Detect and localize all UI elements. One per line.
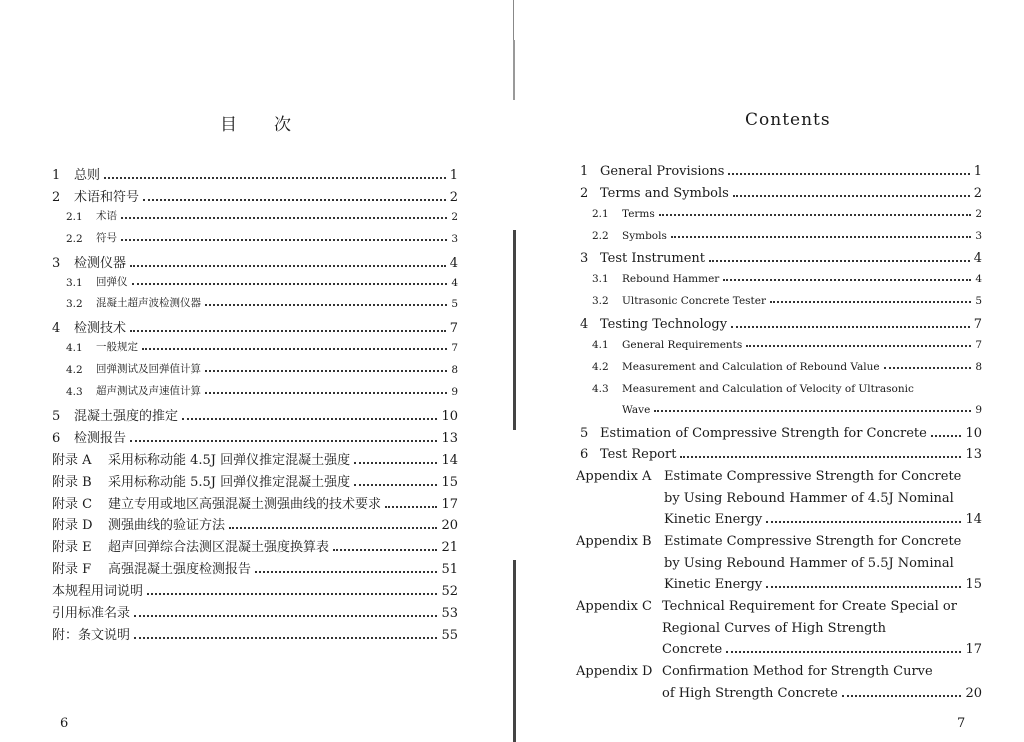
toc-entry-number: 4 xyxy=(52,321,61,337)
leader-dots xyxy=(134,615,437,617)
toc-entry-page: 2 xyxy=(975,208,982,220)
page-number-left: 6 xyxy=(60,716,69,731)
toc-entry-page: 17 xyxy=(441,496,458,512)
toc-entry-number: 5 xyxy=(580,426,589,441)
appendix-title-text: Estimate Compressive Strength for Concrete xyxy=(664,534,962,549)
leader-dots xyxy=(766,586,961,588)
toc-entry-label: Terms and Symbols xyxy=(600,186,729,201)
toc-entry-page: 20 xyxy=(441,518,458,534)
appendix-page: 14 xyxy=(965,512,982,527)
toc-entry-page: 8 xyxy=(451,364,458,377)
appendix-title-text: Concrete xyxy=(662,642,723,657)
toc-entry xyxy=(592,230,982,242)
toc-entry-number: 4.2 xyxy=(592,361,609,373)
toc-entry-label: 测强曲线的验证方法 xyxy=(108,518,226,534)
toc-entry-label: 采用标称动能 4.5J 回弹仪推定混凝土强度 xyxy=(108,452,351,468)
toc-entry-label: 附：条文说明 xyxy=(52,627,131,643)
toc-entry xyxy=(52,471,458,490)
leader-dots xyxy=(205,304,447,306)
toc-entry xyxy=(66,361,458,376)
toc-entry-label: General Provisions xyxy=(600,164,725,179)
leader-dots xyxy=(143,199,446,201)
toc-entry-label: Estimation of Compressive Strength for Concrete xyxy=(600,426,927,441)
appendix-label: Appendix D xyxy=(576,664,653,679)
toc-entry-page: 7 xyxy=(449,321,458,337)
toc-entry xyxy=(592,295,982,307)
toc-entry xyxy=(52,580,458,599)
toc-entry xyxy=(580,186,982,201)
toc-entry-number: 4.1 xyxy=(592,339,609,351)
leader-dots xyxy=(147,593,437,595)
toc-entry-number: 1 xyxy=(580,164,589,179)
toc-entry-label: Measurement and Calculation of Velocity of Ultrasonic xyxy=(622,383,914,395)
toc-entry-label: General Requirements xyxy=(622,339,743,351)
leader-dots xyxy=(205,392,447,394)
toc-entry-number: 附录 E xyxy=(52,540,92,556)
toc-entry-number: 3.1 xyxy=(66,276,83,289)
toc-entry-page: 1 xyxy=(973,164,982,179)
toc-entry-page: 3 xyxy=(451,232,458,245)
toc-entry-page: 5 xyxy=(451,298,458,311)
toc-entry xyxy=(592,361,982,373)
toc-entry-label: 回弹仪 xyxy=(96,275,128,288)
toc-entry-label: Test Instrument xyxy=(600,251,705,266)
appendix-title-line xyxy=(664,491,954,506)
toc-entry-number: 4.3 xyxy=(66,386,83,398)
toc-entry-label: Ultrasonic Concrete Tester xyxy=(622,295,767,307)
toc-entry-page: 1 xyxy=(449,168,458,183)
appendix-title-line xyxy=(662,664,933,679)
toc-entry-label: 本规程用词说明 xyxy=(52,584,144,600)
toc-entry-label: 符号 xyxy=(96,231,117,244)
toc-entry-label: 检测仪器 xyxy=(74,255,127,271)
toc-entry-label: 高强混凝土强度检测报告 xyxy=(108,562,252,578)
toc-entry-page: 10 xyxy=(965,426,982,441)
toc-entry-page: 5 xyxy=(975,295,982,307)
toc-entry-label: Terms xyxy=(622,208,655,220)
leader-dots xyxy=(746,345,971,347)
leader-dots xyxy=(134,637,437,639)
toc-entry-label: 引用标准名录 xyxy=(52,606,131,621)
toc-entry-number: 3.1 xyxy=(592,273,609,285)
toc-entry-page: 4 xyxy=(973,251,982,266)
toc-entry xyxy=(52,602,458,621)
appendix-title-line xyxy=(662,599,957,614)
toc-entry-page: 8 xyxy=(975,361,982,373)
leader-dots xyxy=(130,440,437,442)
toc-entry-label: Rebound Hammer xyxy=(622,273,720,285)
leader-dots xyxy=(659,214,972,216)
toc-entry xyxy=(66,295,458,310)
leader-dots xyxy=(255,571,437,573)
leader-dots xyxy=(121,217,447,219)
toc-entry-page: 2 xyxy=(451,210,458,223)
toc-entry-number: 1 xyxy=(52,168,61,183)
toc-entry xyxy=(52,449,458,468)
toc-entry-page: 9 xyxy=(975,404,982,416)
contents-title-chinese: 目 次 xyxy=(220,115,292,135)
leader-dots xyxy=(770,301,971,303)
leader-dots xyxy=(709,260,970,262)
toc-entry-number: 附录 F xyxy=(52,562,92,578)
appendix-title-line xyxy=(662,621,886,636)
toc-entry xyxy=(52,186,458,205)
toc-entry xyxy=(580,426,982,441)
leader-dots xyxy=(731,326,970,328)
toc-entry-page: 55 xyxy=(441,627,458,643)
leader-dots xyxy=(654,410,971,412)
leader-dots xyxy=(726,651,961,653)
toc-entry xyxy=(52,427,458,446)
appendix-title-line xyxy=(664,556,954,571)
toc-entry-page: 4 xyxy=(975,273,982,285)
leader-dots xyxy=(121,239,447,241)
leader-dots xyxy=(182,418,437,420)
toc-entry-label: 检测报告 xyxy=(74,430,127,446)
appendix-label: Appendix B xyxy=(576,534,652,549)
toc-entry-number: 附录 A xyxy=(52,452,92,468)
contents-title-english: Contents xyxy=(745,110,831,130)
leader-dots xyxy=(723,279,971,281)
toc-entry-number: 2.2 xyxy=(592,230,609,242)
toc-entry-number: 4.2 xyxy=(66,364,83,377)
toc-entry xyxy=(592,339,982,351)
appendix-title-text: Regional Curves of High Strength xyxy=(662,620,886,636)
toc-entry-label: 采用标称动能 5.5J 回弹仪推定混凝土强度 xyxy=(108,474,351,490)
appendix-title-text: Estimate Compressive Strength for Concrete xyxy=(664,469,962,484)
toc-entry-page: 13 xyxy=(441,430,458,446)
toc-entry xyxy=(580,447,982,462)
toc-entry-number: 3.2 xyxy=(592,295,609,307)
leader-dots xyxy=(842,695,962,697)
appendix-title-text: by Using Rebound Hammer of 5.5J Nominal xyxy=(664,555,954,571)
toc-entry-page: 21 xyxy=(441,540,458,556)
toc-entry xyxy=(66,383,458,398)
toc-entry-continuation xyxy=(622,404,982,416)
toc-entry-label: 总则 xyxy=(74,168,101,183)
toc-entry-page: 13 xyxy=(965,447,982,462)
leader-dots xyxy=(385,506,437,508)
appendix-page: 17 xyxy=(965,642,982,657)
toc-entry-page: 10 xyxy=(441,408,458,424)
toc-entry-page: 51 xyxy=(441,562,458,578)
toc-entry-page: 2 xyxy=(973,186,982,201)
toc-entry xyxy=(52,624,458,643)
toc-entry-number: 附录 B xyxy=(52,474,92,490)
toc-entry xyxy=(52,405,458,424)
toc-entry-label: 检测技术 xyxy=(74,321,127,337)
appendix-page: 20 xyxy=(965,685,982,701)
toc-entry xyxy=(592,273,982,285)
toc-entry-label: 术语 xyxy=(96,209,117,222)
toc-entry-label: 建立专用或地区高强混凝土测强曲线的技术要求 xyxy=(108,496,382,512)
toc-entry xyxy=(52,514,458,533)
toc-entry-label: Test Report xyxy=(600,447,677,462)
toc-entry-page: 2 xyxy=(449,189,458,205)
toc-entry-page: 7 xyxy=(451,342,458,355)
toc-entry-page: 4 xyxy=(449,255,458,271)
page-number-right: 7 xyxy=(957,716,966,731)
toc-entry-number: 2 xyxy=(580,186,589,201)
appendix-title-line xyxy=(662,686,982,701)
toc-entry xyxy=(66,339,458,354)
leader-dots xyxy=(931,435,962,437)
appendix-title-line xyxy=(664,534,961,549)
leader-dots xyxy=(733,195,970,197)
appendix-label: Appendix C xyxy=(576,599,652,614)
leader-dots xyxy=(884,367,972,369)
toc-entry xyxy=(580,164,982,179)
leader-dots xyxy=(104,177,446,179)
toc-entry xyxy=(66,274,458,289)
toc-entry xyxy=(66,230,458,245)
toc-entry-number: 5 xyxy=(52,408,61,424)
toc-entry xyxy=(592,208,982,220)
toc-entry-page: 52 xyxy=(441,584,458,600)
toc-entry-label: 一般规定 xyxy=(96,341,138,354)
toc-entry-number: 3 xyxy=(580,251,589,266)
toc-entry-page: 9 xyxy=(451,386,458,398)
leader-dots xyxy=(132,283,448,285)
appendix-title-text: Kinetic Energy xyxy=(664,577,763,592)
toc-entry-page: 4 xyxy=(451,276,458,289)
toc-entry-label: Measurement and Calculation of Rebound Value xyxy=(622,361,880,373)
leader-dots xyxy=(205,370,447,372)
appendix-title-line xyxy=(664,577,982,592)
toc-entry-label: 超声回弹综合法测区混凝土强度换算表 xyxy=(108,540,330,556)
toc-entry-page: 7 xyxy=(975,339,982,351)
toc-entry xyxy=(52,252,458,271)
toc-entry xyxy=(52,536,458,555)
toc-entry-label: Testing Technology xyxy=(600,317,728,332)
toc-entry-number: 附录 C xyxy=(52,496,93,512)
toc-entry-number: 3 xyxy=(52,255,61,271)
toc-entry-number: 附录 D xyxy=(52,518,93,534)
toc-entry xyxy=(52,317,458,336)
appendix-title-line xyxy=(662,642,982,657)
toc-entry-number: 2.1 xyxy=(66,210,83,223)
appendix-title-text: Technical Requirement for Create Special or xyxy=(662,599,957,614)
appendix-title-line xyxy=(664,512,982,527)
toc-entry-page: 3 xyxy=(975,230,982,242)
toc-entry-number: 2.1 xyxy=(592,208,609,220)
leader-dots xyxy=(229,527,437,529)
toc-entry xyxy=(52,493,458,512)
toc-entry xyxy=(592,383,914,395)
leader-dots xyxy=(354,462,437,464)
right-page xyxy=(512,0,1024,742)
appendix-label: Appendix A xyxy=(576,469,652,484)
leader-dots xyxy=(671,236,971,238)
toc-entry-label: 回弹测试及回弹值计算 xyxy=(96,363,201,376)
leader-dots xyxy=(680,456,961,458)
toc-entry xyxy=(52,164,458,183)
toc-entry-number: 6 xyxy=(580,447,589,462)
toc-entry-label-continued: Wave xyxy=(622,404,651,416)
appendix-title-text: by Using Rebound Hammer of 4.5J Nominal xyxy=(664,490,954,506)
appendix-title-text: of High Strength Concrete xyxy=(662,685,838,701)
toc-entry-number: 4 xyxy=(580,317,589,332)
appendix-page: 15 xyxy=(965,577,982,592)
toc-entry-number: 4.3 xyxy=(592,383,609,395)
leader-dots xyxy=(142,348,447,350)
leader-dots xyxy=(728,173,969,175)
toc-entry-page: 15 xyxy=(441,474,458,490)
toc-entry-page: 7 xyxy=(973,317,982,332)
toc-entry-label: 超声测试及声速值计算 xyxy=(96,385,201,397)
appendix-title-line xyxy=(664,469,961,484)
toc-entry-label: 混凝土强度的推定 xyxy=(74,408,179,424)
toc-entry-page: 14 xyxy=(441,452,458,468)
toc-entry-number: 3.2 xyxy=(66,298,83,311)
toc-entry-label: 术语和符号 xyxy=(74,189,140,205)
toc-entry xyxy=(52,558,458,577)
toc-entry-page: 53 xyxy=(441,606,458,621)
toc-entry-label: 混凝土超声波检测仪器 xyxy=(96,297,201,310)
toc-entry-number: 6 xyxy=(52,430,61,446)
toc-entry xyxy=(580,251,982,266)
toc-entry-number: 2 xyxy=(52,189,61,205)
appendix-title-text: Confirmation Method for Strength Curve xyxy=(662,664,933,679)
leader-dots xyxy=(130,265,446,267)
toc-entry xyxy=(580,317,982,332)
toc-entry-number: 2.2 xyxy=(66,232,83,245)
appendix-title-text: Kinetic Energy xyxy=(664,512,763,527)
leader-dots xyxy=(333,549,437,551)
leader-dots xyxy=(130,330,446,332)
toc-entry-label: Symbols xyxy=(622,230,667,242)
toc-entry xyxy=(66,208,458,223)
leader-dots xyxy=(354,484,437,486)
toc-entry-number: 4.1 xyxy=(66,342,83,355)
leader-dots xyxy=(766,521,961,523)
